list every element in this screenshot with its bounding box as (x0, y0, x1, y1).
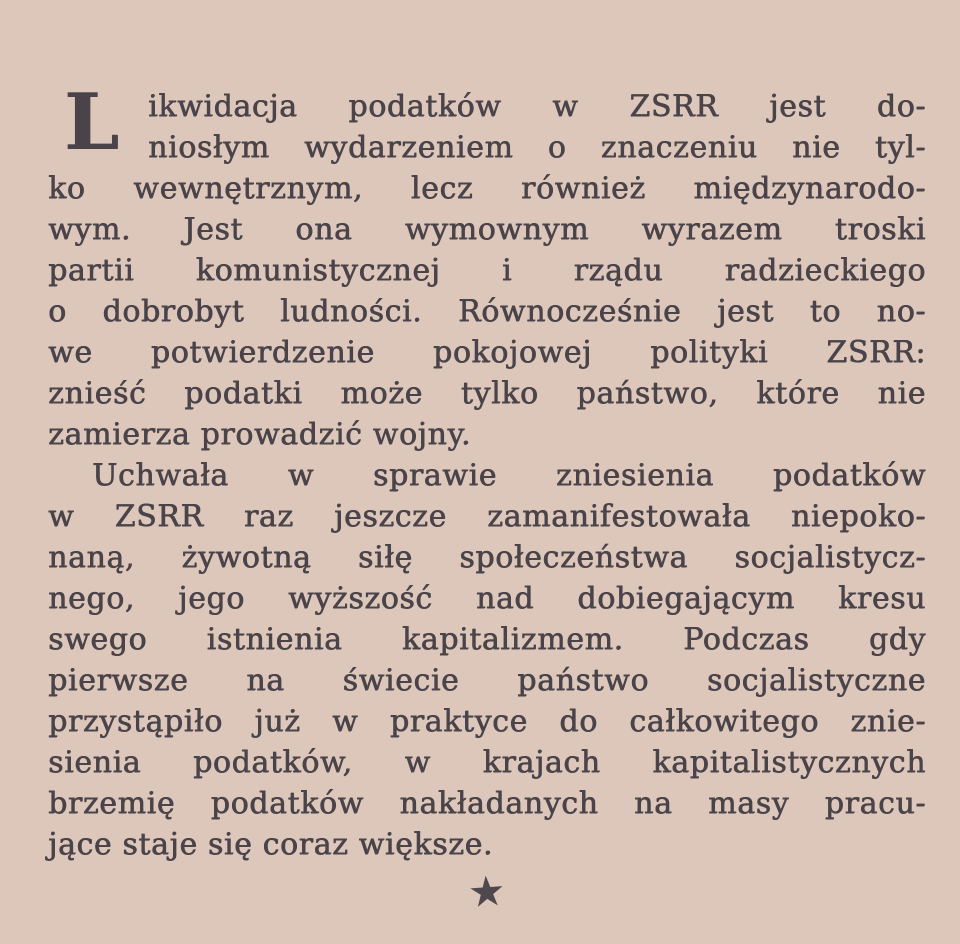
text-line: ikwidacja podatków w ZSRR jest do- (148, 89, 926, 124)
text-line: naną, żywotną siłę społeczeństwa socjalistycz- (48, 540, 926, 575)
paragraph-1-body (48, 168, 926, 455)
text-line: wym. Jest ona wymownym wyrazem troski (48, 212, 926, 247)
paragraph-1 (48, 77, 926, 455)
text-line: sienia podatków, w krajach kapitalistycznych (48, 745, 926, 780)
paragraph-1-head (48, 77, 926, 168)
text-line: jące staje się coraz większe. (48, 827, 494, 862)
text-line: brzemię podatków nakładanych na masy pracu- (48, 786, 926, 821)
text-line: o dobrobyt ludności. Równocześnie jest to no- (48, 294, 926, 329)
dropcap-letter: L (64, 77, 119, 168)
text-line: nego, jego wyższość nad dobiegającym kresu (48, 581, 926, 616)
text-line: niosłym wydarzeniem o znaczeniu nie tyl- (148, 130, 926, 165)
star-divider (48, 865, 926, 918)
paragraph-2 (48, 455, 926, 865)
text-line: swego istnienia kapitalizmem. Podczas gdy (48, 622, 926, 657)
text-line: w ZSRR raz jeszcze zamanifestowała niepoko- (48, 499, 926, 534)
text-line: przystąpiło już w praktyce do całkowitego znie- (48, 704, 926, 739)
text-line: zamierza prowadzić wojny. (48, 417, 472, 452)
text-block (48, 77, 926, 918)
text-line: we potwierdzenie pokojowej polityki ZSRR: (48, 335, 926, 370)
star-icon: ★ (466, 865, 508, 918)
text-line: partii komunistycznej i rządu radzieckiego (48, 253, 926, 288)
text-line: ko wewnętrznym, lecz również międzynarodo- (48, 171, 926, 206)
text-line: pierwsze na świecie państwo socjalistyczne (48, 663, 926, 698)
text-line: Uchwała w sprawie zniesienia podatków (92, 458, 926, 493)
text-line: znieść podatki może tylko państwo, które nie (48, 376, 926, 411)
